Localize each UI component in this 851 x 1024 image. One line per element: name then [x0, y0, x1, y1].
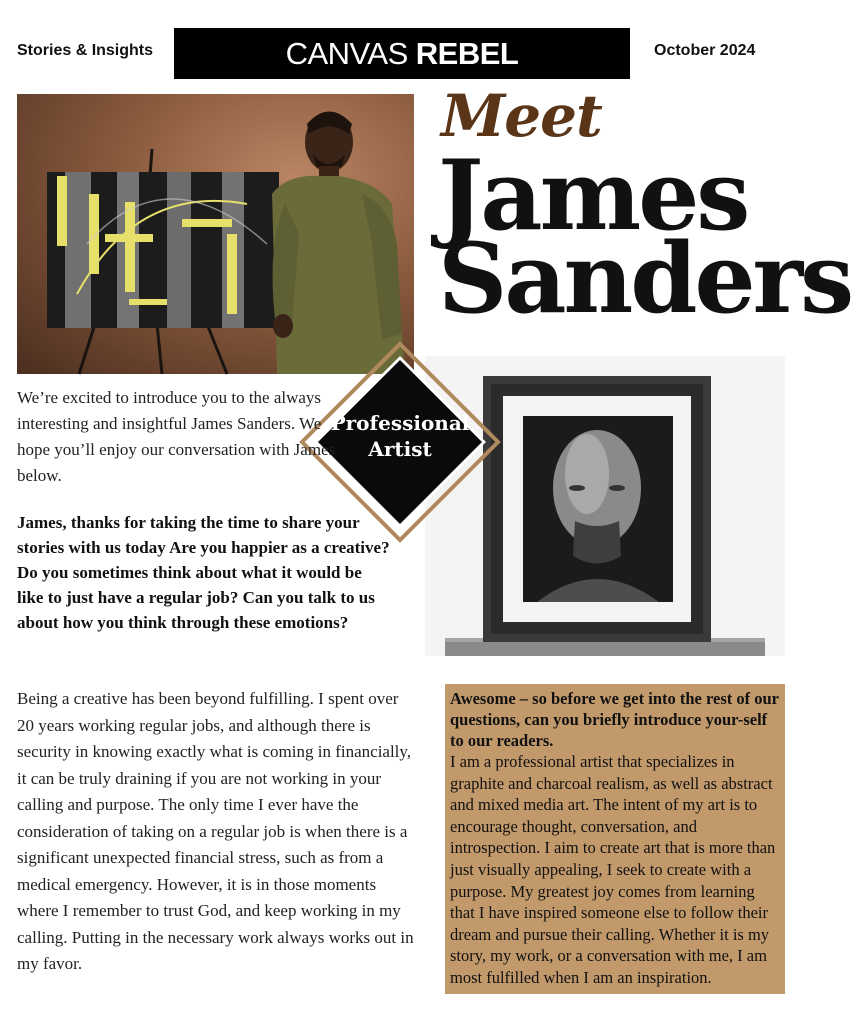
last-name-heading: Sanders — [438, 222, 851, 335]
intro-paragraph: We’re excited to introduce you to the always interesting and insightful James Sanders. We hope you’ll enjoy our conversation with James below. — [17, 388, 336, 485]
answer-1: Being a creative has been beyond fulfilling. I spent over 20 years working regular jobs, and although there is security in knowing exactly what is coming in financially, it can be truly draining if you are not working in your calling and purpose. The only time I ever have the consideration of taking on a regular job is when there is a significant unexpected financial stress, such as from a medical emergency. However, it is in those moments where I remember to trust God, and keep working in my calling. Putting in the necessary work always works out in my favor. — [17, 689, 414, 973]
question-2: Awesome – so before we get into the rest of our questions, can you briefly introduce your-self to our readers. — [450, 689, 779, 750]
badge-line-1: Professional — [330, 411, 470, 435]
brand-bold: REBEL — [415, 35, 519, 71]
badge-line-2: Artist — [368, 437, 432, 461]
masthead-logo — [174, 28, 630, 79]
artist-photo — [17, 94, 414, 374]
issue-date: October 2024 — [654, 42, 756, 59]
answer-2: I am a professional artist that specializes in graphite and charcoal realism, as well as abstract and mixed media art. The intent of my art is to encourage thought, conversation, and introspection. I aim to create art that is more than just visually appealing, I seek to create with a purpose. My greatest joy comes from learning that I have inspired someone else to follow their dream and pursue their calling. Whether it is my story, my work, or a conversation with me, I am most fulfilled when I am an inspiration. — [450, 752, 776, 987]
section-label: Stories & Insights — [17, 42, 154, 59]
badge-label — [320, 410, 480, 462]
intro-sidebar-box — [445, 684, 785, 994]
brand-light: CANVAS — [285, 35, 408, 71]
question-1: James, thanks for taking the time to share your stories with us today Are you happier as a creative? Do you sometimes think about what it would be like to just have a regular job? Can you talk to us about how you think through these emotions? — [17, 513, 390, 632]
first-name-heading: James — [438, 139, 748, 252]
meet-heading: Meet — [441, 82, 602, 150]
